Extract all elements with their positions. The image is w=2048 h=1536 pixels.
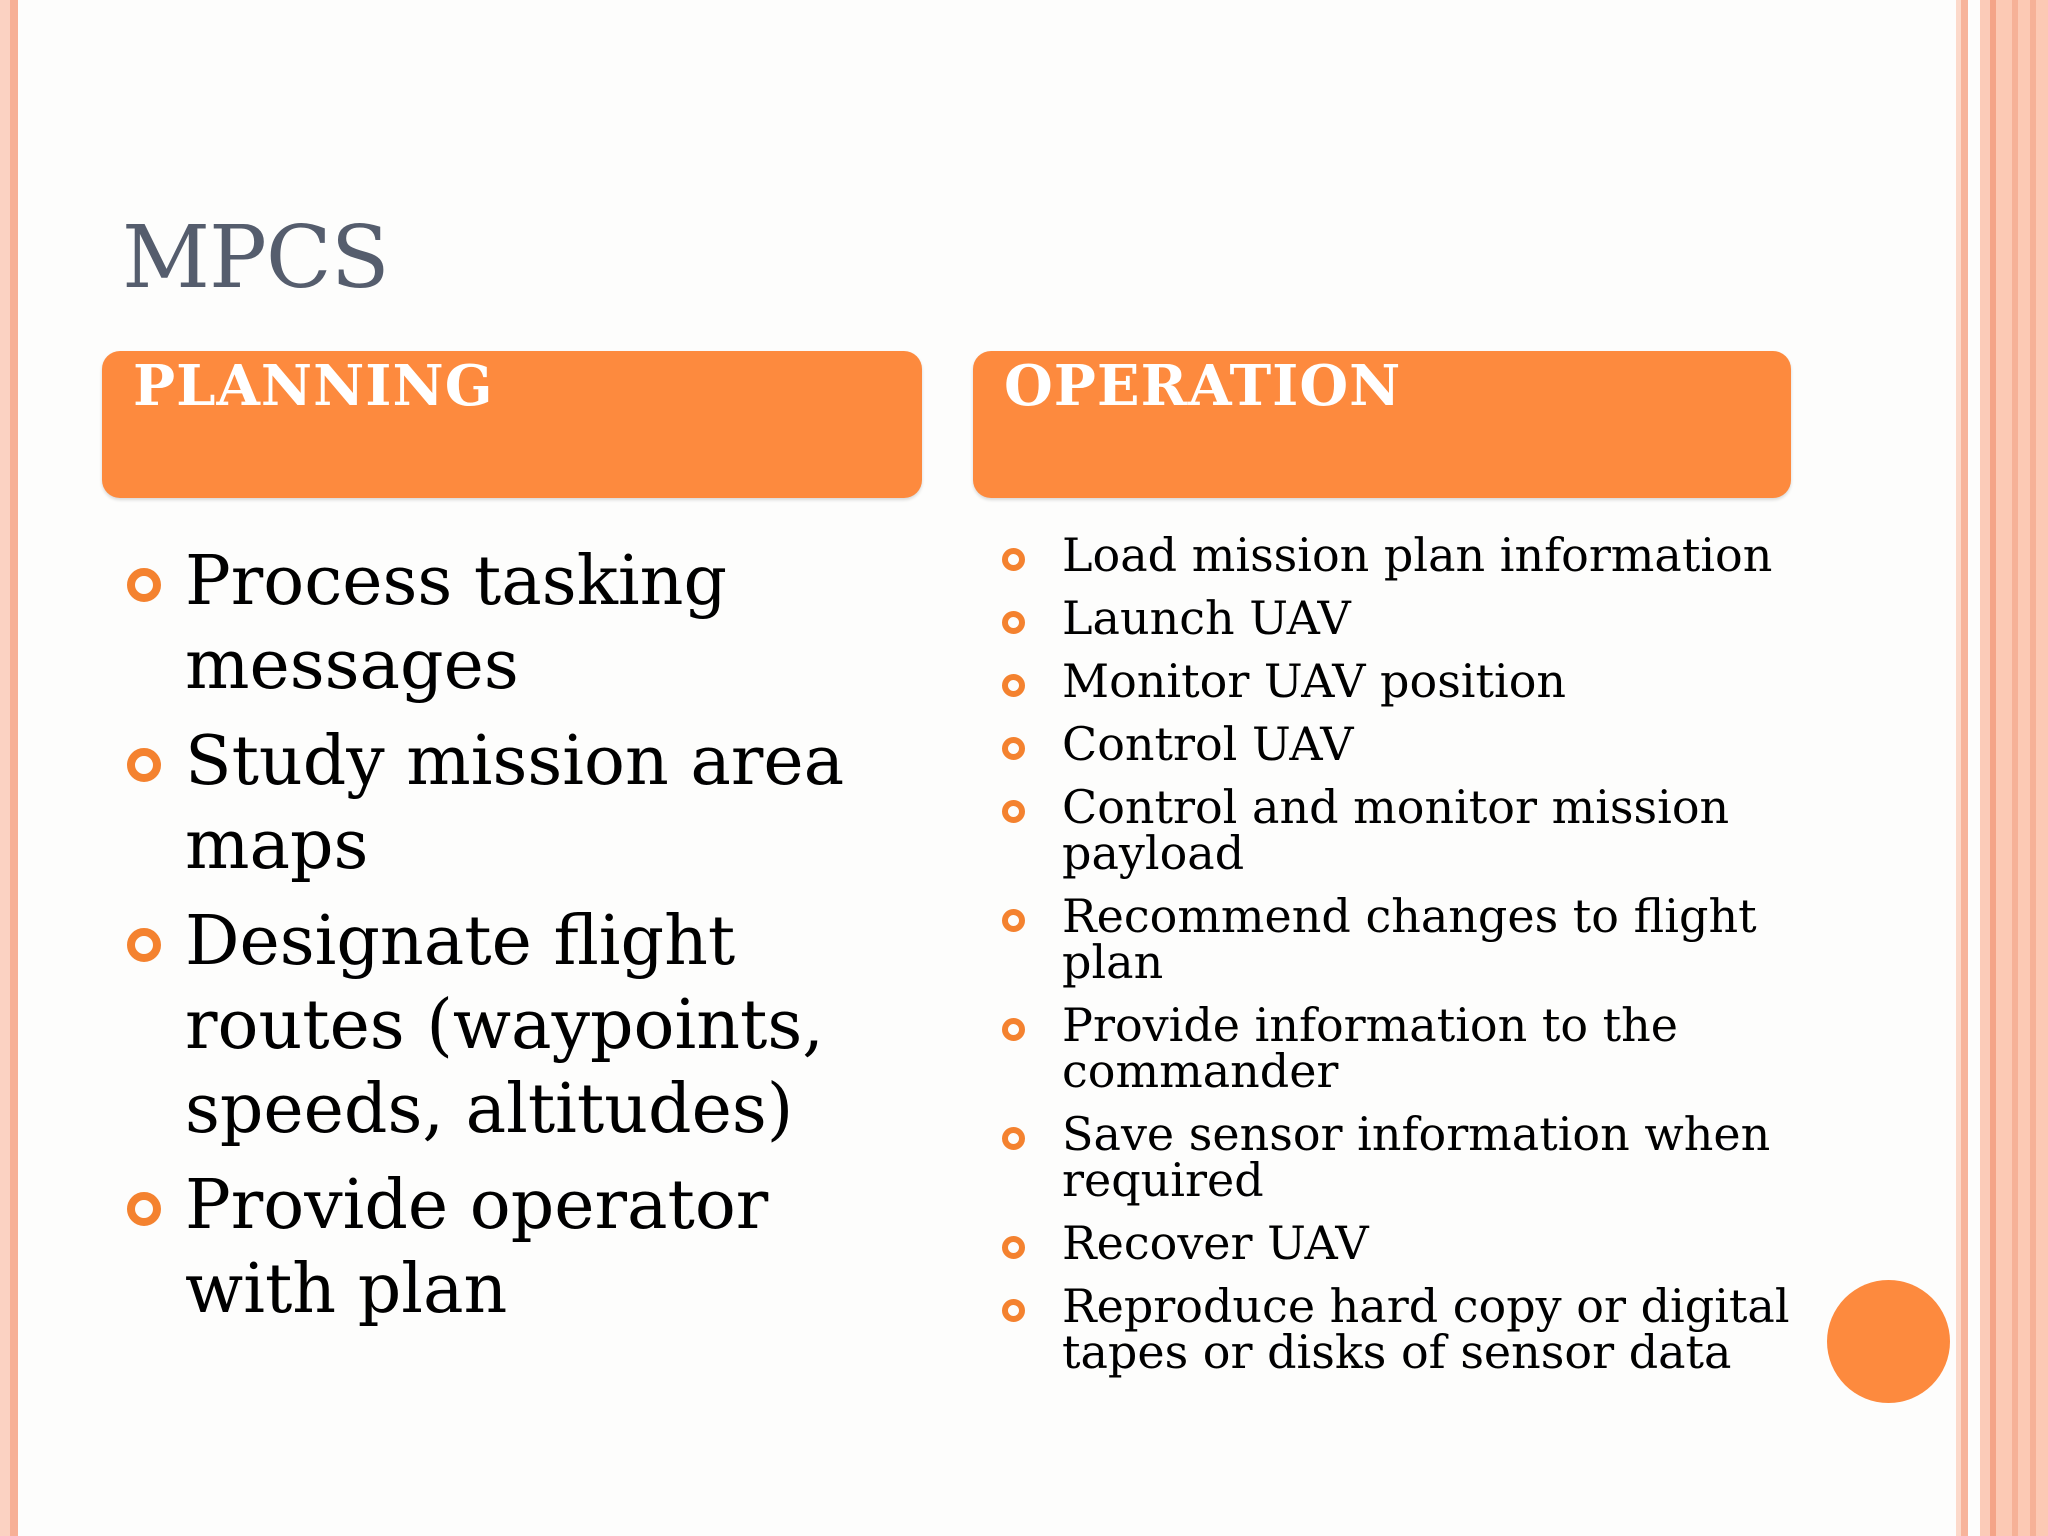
planning-header <box>102 351 922 498</box>
operation-header-label: OPERATION <box>1004 353 1402 419</box>
bullet-icon <box>127 1192 161 1226</box>
list-item <box>185 720 905 888</box>
right-border-stripe <box>1980 0 1990 1536</box>
list-item-text: Recommend changes to flight plan <box>1062 889 1757 989</box>
list-item <box>1062 528 1822 582</box>
list-item-text: Save sensor information when required <box>1062 1107 1771 1207</box>
list-item-text: Process tasking messages <box>185 542 727 705</box>
list-item <box>1062 889 1822 989</box>
bullet-icon <box>1002 800 1025 823</box>
list-item <box>1062 1107 1822 1207</box>
bullet-icon <box>1002 611 1025 634</box>
list-item <box>1062 1216 1822 1270</box>
left-border-stripe <box>10 0 18 1536</box>
bullet-icon <box>127 748 161 782</box>
list-item-text: Control and monitor mission payload <box>1062 780 1730 880</box>
list-item-text: Control UAV <box>1062 717 1354 771</box>
operation-header <box>973 351 1791 498</box>
bullet-icon <box>1002 1127 1025 1150</box>
right-border-stripe <box>1961 0 1968 1536</box>
list-item-text: Launch UAV <box>1062 591 1351 645</box>
list-item-text: Provide operator with plan <box>185 1166 769 1329</box>
list-item <box>185 900 905 1152</box>
list-item-text: Study mission area maps <box>185 722 845 885</box>
list-item <box>1062 1279 1822 1379</box>
list-item <box>1062 998 1822 1098</box>
list-item-text: Designate flight routes (waypoints, speeds, altitudes) <box>185 902 824 1149</box>
list-item <box>185 540 905 708</box>
bullet-icon <box>127 928 161 962</box>
list-item-text: Monitor UAV position <box>1062 654 1567 708</box>
list-item <box>1062 780 1822 880</box>
bullet-icon <box>1002 1299 1025 1322</box>
bullet-icon <box>127 568 161 602</box>
right-border-stripe <box>2030 0 2036 1536</box>
list-item <box>185 1164 905 1332</box>
operation-list <box>1062 528 1822 1392</box>
list-item <box>1062 654 1822 708</box>
bullet-icon <box>1002 1018 1025 1041</box>
bullet-icon <box>1002 737 1025 760</box>
decorative-circle <box>1827 1280 1950 1403</box>
bullet-icon <box>1002 1236 1025 1259</box>
planning-list <box>185 540 905 1344</box>
list-item-text: Reproduce hard copy or digital tapes or disks of sensor data <box>1062 1279 1790 1379</box>
left-border-stripe <box>0 0 10 1536</box>
right-border-stripe <box>1996 0 2048 1536</box>
bullet-icon <box>1002 674 1025 697</box>
list-item-text: Recover UAV <box>1062 1216 1369 1270</box>
list-item <box>1062 591 1822 645</box>
bullet-icon <box>1002 909 1025 932</box>
list-item-text: Provide information to the commander <box>1062 998 1678 1098</box>
planning-header-label: PLANNING <box>133 353 494 419</box>
slide-title: MPCS <box>122 208 389 308</box>
bullet-icon <box>1002 548 1025 571</box>
right-border-stripe <box>2012 0 2018 1536</box>
list-item-text: Load mission plan information <box>1062 528 1773 582</box>
list-item <box>1062 717 1822 771</box>
